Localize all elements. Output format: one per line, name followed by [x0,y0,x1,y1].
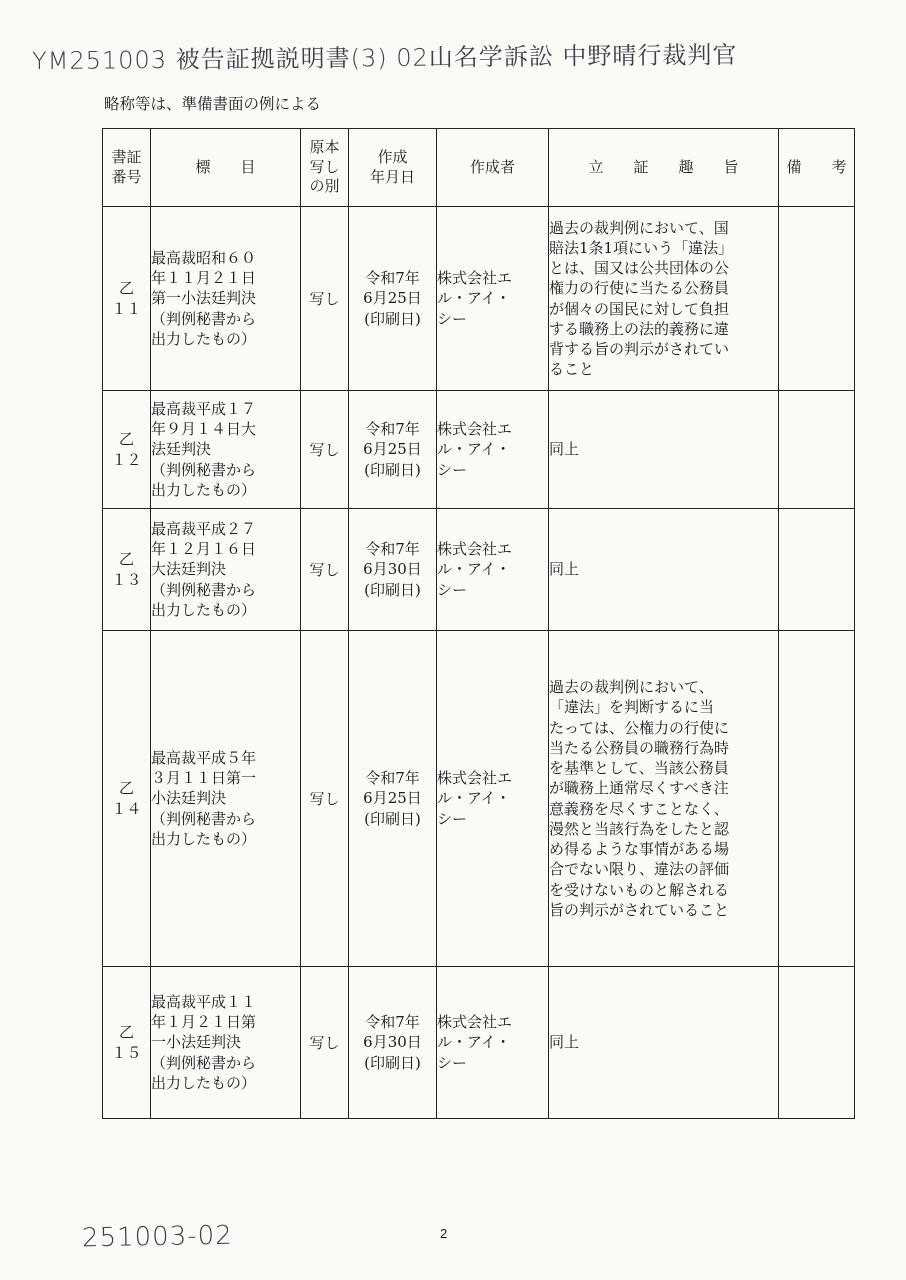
table-row [103,631,855,967]
author-cell: 株式会社エ ル・アイ・ シー [437,207,549,391]
purpose-cell: 過去の裁判例において、国 賠法1条1項にいう「違法」 とは、国又は公共団体の公 権力の行使に当たる公務員 が個々の国民に対して負担 する職務上の法的義務に違 背する旨の判示がされてい ること [549,207,779,391]
author-cell: 株式会社エ ル・アイ・ シー [437,509,549,631]
evidence-number-cell: 乙 １１ [103,207,151,391]
remarks-cell [779,631,855,967]
author-cell: 株式会社エ ル・アイ・ シー [437,967,549,1119]
handwritten-document-id: 251003-02 [81,1220,233,1254]
author-cell: 株式会社エ ル・アイ・ シー [437,631,549,967]
table-row [103,967,855,1119]
title-cell: 最高裁平成１７ 年９月１４日大 法廷判決 （判例秘書から 出力したもの） [151,391,301,509]
page-number: 2 [440,1226,448,1241]
header-creation-date: 作成 年月日 [349,129,437,207]
creation-date-cell: 令和7年 6月25日 (印刷日) [349,391,437,509]
creation-date-cell: 令和7年 6月25日 (印刷日) [349,207,437,391]
remarks-cell [779,509,855,631]
evidence-number-cell: 乙 １３ [103,509,151,631]
header-title: 標 目 [151,129,301,207]
abbreviation-note: 略称等は、準備書面の例による [104,95,322,113]
original-or-copy-cell: 写し [301,967,349,1119]
evidence-number-cell: 乙 １２ [103,391,151,509]
purpose-cell: 同上 [549,509,779,631]
header-evidence-number: 書証 番号 [103,129,151,207]
title-cell: 最高裁平成５年 ３月１１日第一 小法廷判決 （判例秘書から 出力したもの） [151,631,301,967]
title-cell: 最高裁平成２７ 年１２月１６日 大法廷判決 （判例秘書から 出力したもの） [151,509,301,631]
table-row [103,207,855,391]
evidence-number-cell: 乙 １４ [103,631,151,967]
original-or-copy-cell: 写し [301,509,349,631]
handwritten-case-header: YM251003 被告証拠説明書(3) 02山名学訴訟 中野晴行裁判官 [31,40,738,76]
original-or-copy-cell: 写し [301,631,349,967]
header-original-or-copy: 原本 写し の別 [301,129,349,207]
evidence-number-cell: 乙 １５ [103,967,151,1119]
creation-date-cell: 令和7年 6月30日 (印刷日) [349,509,437,631]
remarks-cell [779,207,855,391]
table-row [103,509,855,631]
creation-date-cell: 令和7年 6月25日 (印刷日) [349,631,437,967]
evidence-table [102,128,855,1119]
purpose-cell: 同上 [549,391,779,509]
remarks-cell [779,967,855,1119]
header-remarks: 備 考 [779,129,855,207]
title-cell: 最高裁平成１１ 年１月２１日第 一小法廷判決 （判例秘書から 出力したもの） [151,967,301,1119]
author-cell: 株式会社エ ル・アイ・ シー [437,391,549,509]
purpose-cell: 過去の裁判例において、 「違法」を判断するに当 たっては、公権力の行使に 当たる公務員の職務行為時 を基準として、当該公務員 が職務上通常尽くすべき注 意義務を尽くすことなく、 漫然と当該行為をしたと認 め得るような事情がある場 合でない限り、違法の評価 を受けないものと解される 旨の判示がされていること [549,631,779,967]
header-author: 作成者 [437,129,549,207]
table-header-row [103,129,855,207]
original-or-copy-cell: 写し [301,207,349,391]
purpose-cell: 同上 [549,967,779,1119]
title-cell: 最高裁昭和６０ 年１１月２１日 第一小法廷判決 （判例秘書から 出力したもの） [151,207,301,391]
creation-date-cell: 令和7年 6月30日 (印刷日) [349,967,437,1119]
remarks-cell [779,391,855,509]
table-row [103,391,855,509]
header-purpose: 立 証 趣 旨 [549,129,779,207]
original-or-copy-cell: 写し [301,391,349,509]
